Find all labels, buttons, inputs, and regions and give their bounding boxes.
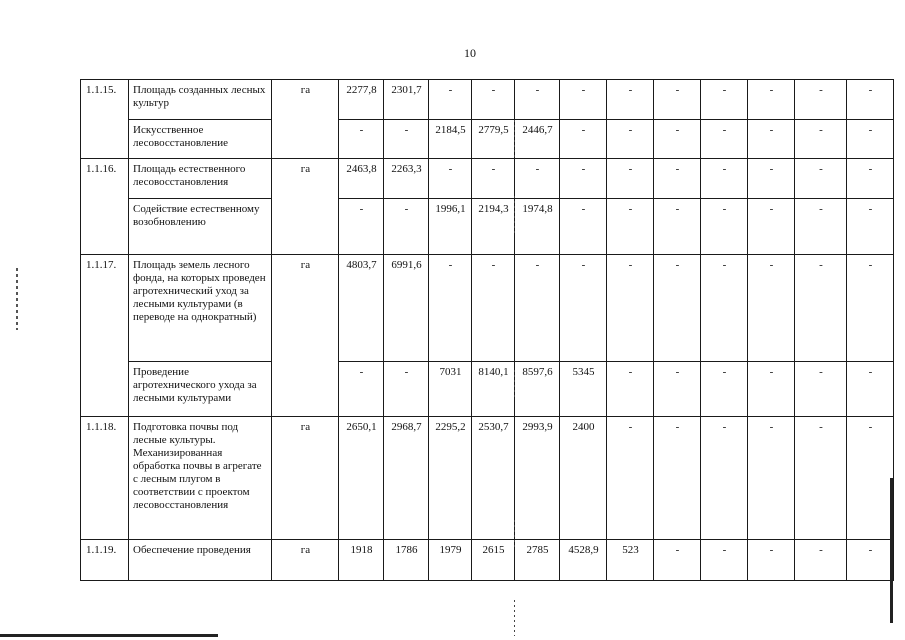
indicator-label: Проведение агротехнического ухода за лесными культурами (129, 362, 272, 417)
value-cell: 2277,8 (339, 80, 384, 120)
indicator-label: Содействие естественному возобновлению (129, 199, 272, 255)
value-cell: 2530,7 (472, 417, 515, 540)
value-cell: - (701, 120, 748, 159)
table-row (81, 199, 894, 255)
value-cell: - (701, 159, 748, 199)
value-cell: 1918 (339, 540, 384, 581)
unit-cell: га (272, 255, 339, 417)
unit-cell: га (272, 417, 339, 540)
value-cell: - (701, 80, 748, 120)
indicator-label: Подготовка почвы под лесные культуры. Механизированная обработка почвы в агрегате с лесным плугом в соответствии с проектом лесовосстановления (129, 417, 272, 540)
value-cell: - (515, 159, 560, 199)
value-cell: 6991,6 (384, 255, 429, 362)
value-cell: 2463,8 (339, 159, 384, 199)
value-cell: 2993,9 (515, 417, 560, 540)
value-cell: - (560, 199, 607, 255)
indicator-label: Площадь созданных лесных культур (129, 80, 272, 120)
value-cell: - (795, 417, 847, 540)
value-cell: - (654, 120, 701, 159)
page-number: 10 (464, 46, 476, 60)
value-cell: 4803,7 (339, 255, 384, 362)
value-cell: - (847, 255, 894, 362)
value-cell: 2400 (560, 417, 607, 540)
forestry-data-table (80, 79, 894, 581)
value-cell: - (472, 80, 515, 120)
value-cell: - (654, 159, 701, 199)
row-number: 1.1.16. (81, 159, 129, 255)
table-row (81, 417, 894, 540)
table-row (81, 80, 894, 120)
value-cell: - (607, 255, 654, 362)
table-row (81, 540, 894, 581)
row-number: 1.1.18. (81, 417, 129, 540)
value-cell: - (429, 255, 472, 362)
value-cell: - (515, 255, 560, 362)
value-cell: - (339, 120, 384, 159)
value-cell: 2301,7 (384, 80, 429, 120)
value-cell: - (654, 199, 701, 255)
value-cell: - (701, 255, 748, 362)
value-cell: - (795, 362, 847, 417)
value-cell: - (795, 255, 847, 362)
value-cell: - (339, 362, 384, 417)
value-cell: 2968,7 (384, 417, 429, 540)
value-cell: - (795, 80, 847, 120)
value-cell: - (701, 362, 748, 417)
indicator-label: Обеспечение проведения (129, 540, 272, 581)
value-cell: - (847, 540, 894, 581)
value-cell: - (429, 80, 472, 120)
value-cell: - (748, 199, 795, 255)
table-row (81, 362, 894, 417)
value-cell: - (654, 362, 701, 417)
value-cell: 2263,3 (384, 159, 429, 199)
fold-mark (514, 600, 515, 636)
fold-mark (514, 120, 515, 160)
value-cell: - (654, 417, 701, 540)
value-cell: - (748, 540, 795, 581)
value-cell: - (472, 255, 515, 362)
indicator-label: Площадь естественного лесовосстановления (129, 159, 272, 199)
value-cell: - (748, 362, 795, 417)
value-cell: - (795, 120, 847, 159)
value-cell: - (654, 80, 701, 120)
value-cell: 2650,1 (339, 417, 384, 540)
value-cell: - (701, 199, 748, 255)
value-cell: 1979 (429, 540, 472, 581)
value-cell: - (847, 417, 894, 540)
value-cell: - (607, 362, 654, 417)
value-cell: 5345 (560, 362, 607, 417)
value-cell: - (701, 540, 748, 581)
indicator-label: Искусственное лесовосстановление (129, 120, 272, 159)
value-cell: - (560, 159, 607, 199)
value-cell: - (847, 362, 894, 417)
value-cell: 7031 (429, 362, 472, 417)
value-cell: - (847, 199, 894, 255)
value-cell: 8140,1 (472, 362, 515, 417)
value-cell: - (847, 159, 894, 199)
fold-mark (514, 370, 515, 400)
value-cell: - (748, 159, 795, 199)
value-cell: - (748, 80, 795, 120)
value-cell: 2785 (515, 540, 560, 581)
value-cell: - (607, 80, 654, 120)
value-cell: - (847, 120, 894, 159)
value-cell: - (560, 120, 607, 159)
value-cell: 1786 (384, 540, 429, 581)
value-cell: 8597,6 (515, 362, 560, 417)
value-cell: 2295,2 (429, 417, 472, 540)
value-cell: - (607, 417, 654, 540)
value-cell: - (515, 80, 560, 120)
value-cell: - (384, 362, 429, 417)
table-row (81, 120, 894, 159)
value-cell: - (795, 199, 847, 255)
value-cell: - (560, 80, 607, 120)
value-cell: 2779,5 (472, 120, 515, 159)
indicator-label: Площадь земель лесного фонда, на которых проведен агротехнический уход за лесными культурами (в переводе на однократный) (129, 255, 272, 362)
row-number: 1.1.15. (81, 80, 129, 159)
value-cell: 2615 (472, 540, 515, 581)
value-cell: 1974,8 (515, 199, 560, 255)
fold-mark (514, 196, 515, 236)
value-cell: - (472, 159, 515, 199)
unit-cell: га (272, 80, 339, 159)
value-cell: 1996,1 (429, 199, 472, 255)
scan-edge-bar (890, 478, 893, 623)
value-cell: - (560, 255, 607, 362)
unit-cell: га (272, 159, 339, 255)
value-cell: - (748, 255, 795, 362)
value-cell: - (701, 417, 748, 540)
value-cell: 4528,9 (560, 540, 607, 581)
value-cell: - (795, 159, 847, 199)
value-cell: 523 (607, 540, 654, 581)
value-cell: 2184,5 (429, 120, 472, 159)
value-cell: - (654, 255, 701, 362)
footer-rule (0, 634, 218, 637)
value-cell: - (847, 80, 894, 120)
row-number: 1.1.17. (81, 255, 129, 417)
scan-artifact (16, 268, 18, 330)
value-cell: 2446,7 (515, 120, 560, 159)
value-cell: - (607, 120, 654, 159)
value-cell: - (748, 417, 795, 540)
value-cell: - (384, 199, 429, 255)
table-row (81, 159, 894, 199)
unit-cell: га (272, 540, 339, 581)
fold-mark (514, 520, 515, 550)
table-row (81, 255, 894, 362)
table-body (81, 80, 894, 581)
value-cell: 2194,3 (472, 199, 515, 255)
value-cell: - (607, 199, 654, 255)
value-cell: - (384, 120, 429, 159)
value-cell: - (429, 159, 472, 199)
row-number: 1.1.19. (81, 540, 129, 581)
value-cell: - (654, 540, 701, 581)
value-cell: - (795, 540, 847, 581)
value-cell: - (339, 199, 384, 255)
value-cell: - (607, 159, 654, 199)
value-cell: - (748, 120, 795, 159)
